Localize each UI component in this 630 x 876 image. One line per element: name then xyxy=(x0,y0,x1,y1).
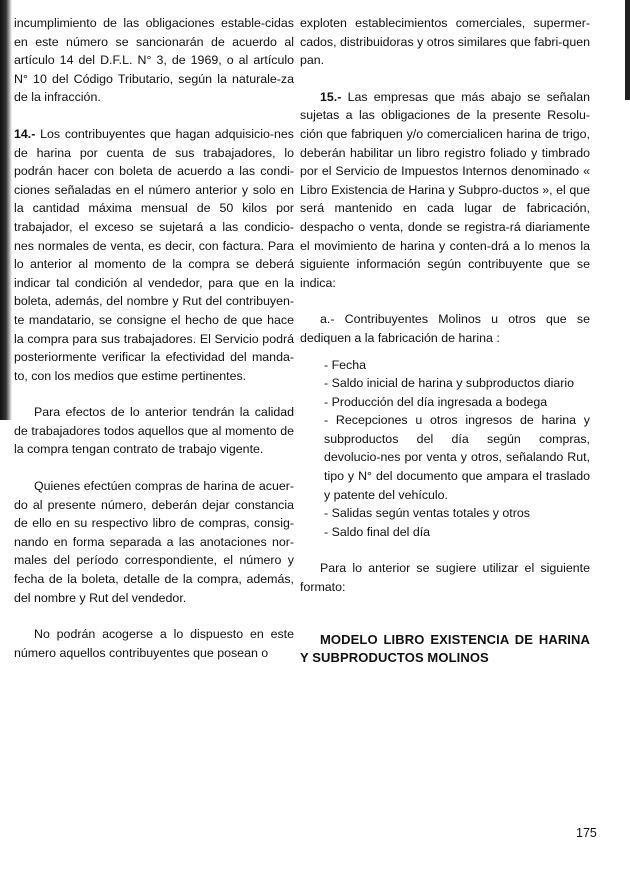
list-item: - Saldo inicial de harina y subproductos diario xyxy=(324,376,575,391)
section-text: Las empresas que más abajo se señalan sujetas a las obligaciones de la presente Resolu-ción que fabriquen y/o comercialicen harina de trigo, deberán habilitar un libro registro foliado y timbrado por el Servicio de Impuestos Internos denominado « Libro Existencia de Harina y Subpro-ductos », el que será mantenido en cada lugar de fabricación, despacho o venta, donde se registra-rá diariamente el movimiento de harina y conten-drá a lo menos la siguiente información según contribuyente que se indica: xyxy=(300,89,590,290)
paragraph-workers: Para efectos de lo anterior tendrán la calidad de trabajadores todos aquellos que al momento de la compra tengan contrato de trabajo vigente. xyxy=(14,405,294,457)
section-number: 15.- xyxy=(320,89,342,104)
paragraph-section-15 xyxy=(300,88,590,293)
list-item: - Fecha xyxy=(324,357,367,372)
page-edge-mark xyxy=(625,0,630,100)
paragraph-format: Para lo anterior se sugiere utilizar el siguiente formato: xyxy=(300,561,590,595)
page-number: 175 xyxy=(576,826,597,840)
paragraph-exclusions: No podrán acogerse a lo dispuesto en este número aquellos contribuyentes que posean o xyxy=(14,627,294,660)
section-text: Los contribuyentes que hagan adquisicio-nes de harina por cuenta de sus trabajadores, lo podrán hacer con boleta de acuerdo a las condi-ciones señaladas en el número anterior y solo en la cantidad máxima mensual de 50 kilos por trabajador, el exceso se sujetará a las condicio-nes normales de venta, es decir, con factura. Para lo anterior al momento de la compra se deberá indicar tal condición al vendedor, para que en la boleta, además, del nombre y Rut del contribuyen-te mandatario, se consigne el hecho de que hace la compra para sus trabajadores. El Servicio podrá posteriormente verificar la efectividad del manda-to, con los medios que estime pertinentes. xyxy=(14,126,294,383)
requirements-list xyxy=(300,356,590,542)
list-item: - Salidas según ventas totales y otros xyxy=(324,506,530,521)
section-number: 14.- xyxy=(14,126,36,141)
right-column xyxy=(300,14,590,667)
left-column xyxy=(10,14,294,662)
paragraph-continuation: exploten establecimientos comerciales, supermer-cados, distribuidoras y otros similares que fabri-quen pan. xyxy=(300,16,590,68)
paragraph-purchase-record: Quienes efectúen compras de harina de acuer-do al presente número, deberán dejar constancia de ello en su respectivo libro de compras, consig-nando en forma separada a las anotaciones nor-males del período correspondiente, el número y fecha de la boleta, detalle de la compra, además, del nombre y Rut del vendedor. xyxy=(14,479,294,605)
list-item: - Recepciones u otros ingresos de harina y subproductos del día según compras, devolucio-nes por venta y otros, señalando Rut, tipo y N° del documento que ampara el traslado y patente del vehículo. xyxy=(324,413,590,502)
list-item: - Saldo final del día xyxy=(324,524,431,539)
paragraph-section-14 xyxy=(14,125,294,385)
paragraph-infraction: incumplimiento de las obligaciones estable-cidas en este número se sancionarán de acuerdo al artículo 14 del D.F.L. N° 3, de 1969, o al artículo N° 10 del Código Tributario, según la naturale-za de la infracción. xyxy=(14,16,294,105)
list-item: - Producción del día ingresada a bodega xyxy=(324,394,548,409)
paragraph-mills: a.- Contribuyentes Molinos u otros que se dediquen a la fabricación de harina : xyxy=(300,312,590,345)
section-heading: MODELO LIBRO EXISTENCIA DE HARINA Y SUBPRODUCTOS MOLINOS xyxy=(300,631,590,665)
